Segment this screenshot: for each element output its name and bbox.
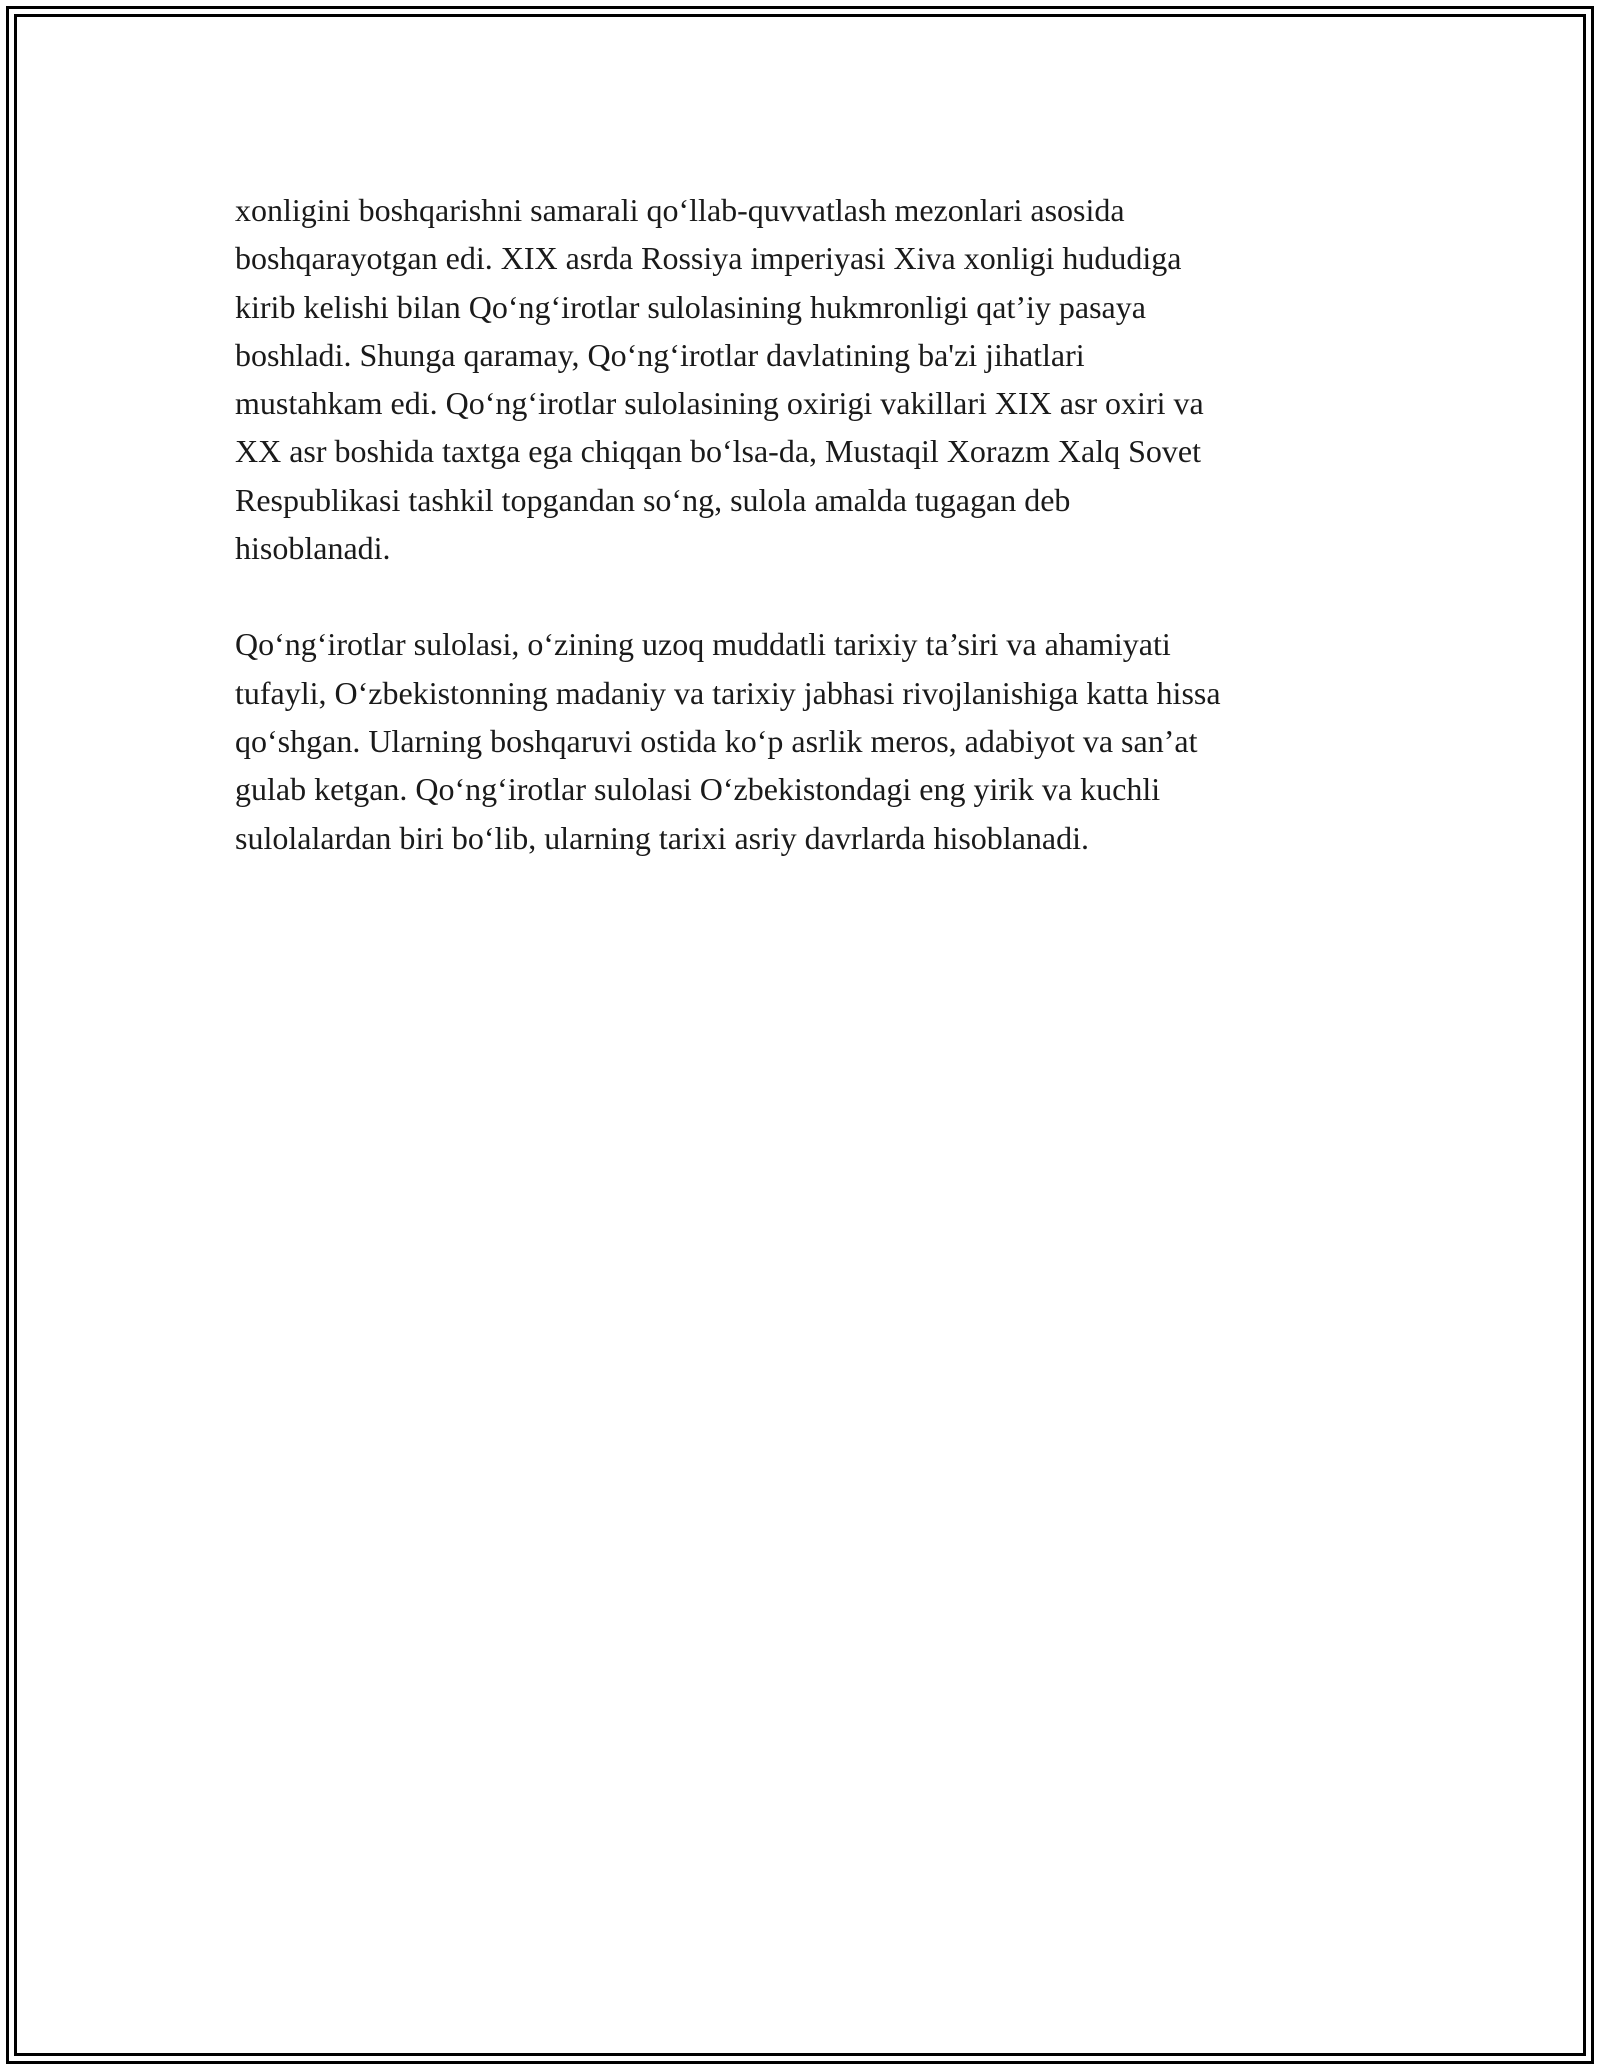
document-body	[235, 186, 1415, 862]
paragraph-2: Qo‘ng‘irotlar sulolasi, o‘zining uzoq muddatli tarixiy ta’siri va ahamiyati tufayli, O‘zbekistonning madaniy va tarixiy jabhasi rivojlanishiga katta hissa qo‘shgan. Ularning boshqaruvi ostida ko‘p asrlik meros, adabiyot va san’at gulab ketgan. Qo‘ng‘irotlar sulolasi O‘zbekistondagi eng yirik va kuchli sulolalardan biri bo‘lib, ularning tarixi asriy davrlarda hisoblanadi.	[235, 626, 1221, 856]
paragraph-1: xonligini boshqarishni samarali qo‘llab-quvvatlash mezonlari asosida boshqarayotgan edi. XIX asrda Rossiya imperiyasi Xiva xonligi hududiga kirib kelishi bilan Qo‘ng‘irotlar sulolasining hukmronligi qat’iy pasaya boshladi. Shunga qaramay, Qo‘ng‘irotlar davlatining ba'zi jihatlari mustahkam edi. Qo‘ng‘irotlar sulolasining oxirigi vakillari XIX asr oxiri va XX asr boshida taxtga ega chiqqan bo‘lsa-da, Mustaqil Xorazm Xalq Sovet Respublikasi tashkil topgandan so‘ng, sulola amalda tugagan deb hisoblanadi.	[235, 192, 1204, 567]
